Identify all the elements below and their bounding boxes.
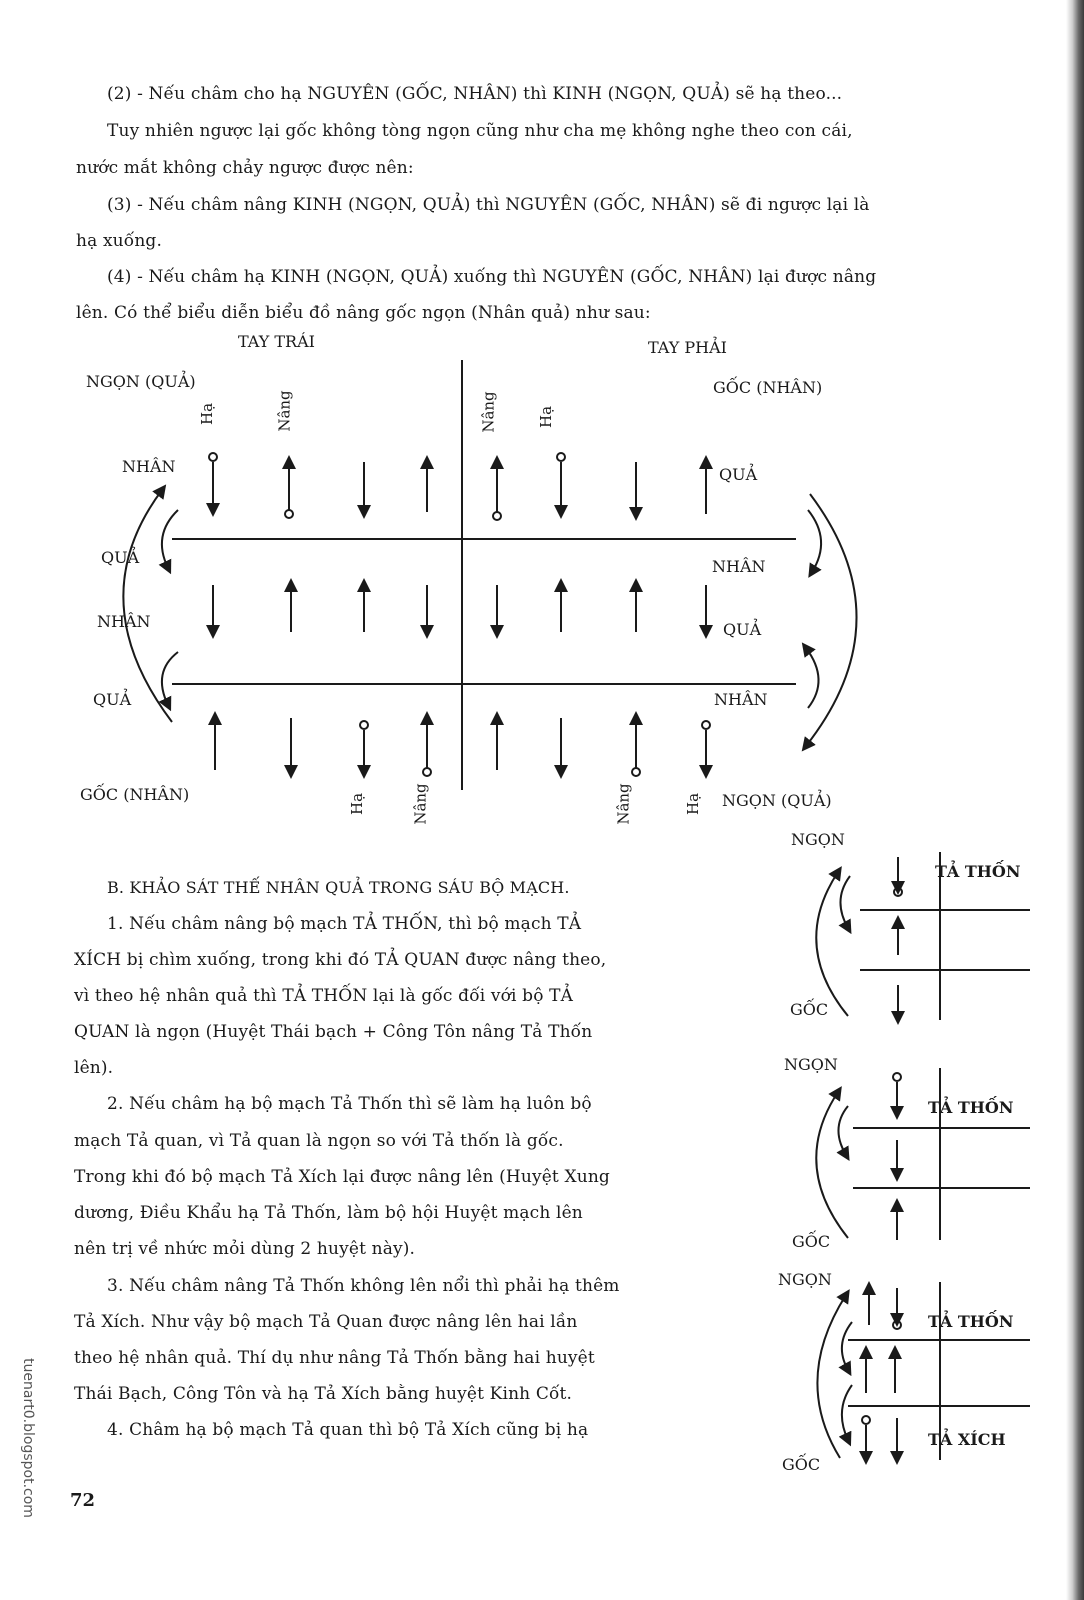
small2-goc: GỐC (792, 1232, 831, 1251)
small3-circle-bot (862, 1416, 870, 1424)
section-line-15: 4. Châm hạ bộ mạch Tả quan thì bộ Tả Xích cũng bị hạ (107, 1420, 589, 1440)
page-number: 72 (70, 1490, 96, 1511)
small1-goc: GỐC (790, 1000, 829, 1019)
curve-right-lower (806, 648, 819, 708)
small3-circle-top (893, 1321, 901, 1329)
circle-top-1 (209, 453, 217, 461)
small3-curve-inner-2 (842, 1385, 852, 1440)
curve-right-outer (806, 494, 857, 746)
small1-curve-outer (816, 872, 848, 1016)
small3-goc: GỐC (782, 1455, 821, 1474)
small1-ngon: NGỌN (791, 830, 845, 849)
right-qua-1: QUẢ (719, 465, 758, 484)
small2-curve-inner (838, 1106, 848, 1155)
section-line-5: lên). (74, 1058, 114, 1078)
small3-curve-inner-1 (842, 1322, 852, 1370)
circle-bot-3 (360, 721, 368, 729)
section-line-3: vì theo hệ nhân quả thì TẢ THỐN lại là gốc đối với bộ TẢ (74, 986, 574, 1006)
right-nhan-1: NHÂN (712, 557, 766, 576)
paragraph-3-line1: (3) - Nếu châm nâng KINH (NGỌN, QUẢ) thì NGUYÊN (GỐC, NHÂN) sẽ đi ngược lại là (107, 195, 870, 215)
left-nhan-1: NHÂN (122, 457, 176, 476)
small2-ngon: NGỌN (784, 1055, 838, 1074)
left-qua-2: QUẢ (93, 690, 132, 709)
section-line-6: 2. Nếu châm hạ bộ mạch Tả Thốn thì sẽ làm hạ luôn bộ (107, 1094, 592, 1114)
circle-bot-7 (632, 768, 640, 776)
ngon-qua-right-label: NGỌN (QUẢ) (722, 791, 832, 810)
curve-right-upper (808, 510, 821, 572)
section-line-14: Thái Bạch, Công Tôn và hạ Tả Xích bằng huyệt Kinh Cốt. (74, 1384, 573, 1404)
section-heading: B. KHẢO SÁT THẾ NHÂN QUẢ TRONG SÁU BỘ MẠCH. (107, 878, 570, 897)
nang-label-bottom-1: Nâng (411, 783, 430, 825)
right-qua-2: QUẢ (723, 620, 762, 639)
small3-ngon: NGỌN (778, 1270, 832, 1289)
small1-circle (894, 888, 902, 896)
nang-label-top-1: Nâng (275, 390, 294, 432)
section-line-1: 1. Nếu châm nâng bộ mạch TẢ THỐN, thì bộ mạch TẢ (107, 914, 582, 934)
section-line-9: dương, Điều Khẩu hạ Tả Thốn, làm bộ hội Huyệt mạch lên (74, 1203, 583, 1223)
left-qua-1: QUẢ (101, 548, 140, 567)
small3-label-bottom: TẢ XÍCH (928, 1430, 1006, 1449)
small2-label: TẢ THỐN (928, 1098, 1014, 1117)
ha-label-bottom-1: Hạ (348, 792, 367, 816)
ha-label-top-1: Hạ (198, 402, 217, 426)
section-line-13: theo hệ nhân quả. Thí dụ như nâng Tả Thốn bằng hai huyệt (74, 1348, 595, 1368)
section-line-4: QUAN là ngọn (Huyệt Thái bạch + Công Tôn nâng Tả Thốn (74, 1022, 593, 1042)
circle-top-5 (493, 512, 501, 520)
paragraph-tuy-nhien-1: Tuy nhiên ngược lại gốc không tòng ngọn cũng như cha mẹ không nghe theo con cái, (107, 121, 853, 141)
small3-label-top: TẢ THỐN (928, 1312, 1014, 1331)
paragraph-2: (2) - Nếu châm cho hạ NGUYÊN (GỐC, NHÂN) thì KINH (NGỌN, QUẢ) sẽ hạ theo... (107, 84, 843, 104)
ha-label-bottom-2: Hạ (684, 792, 703, 816)
ngon-qua-left-label: NGỌN (QUẢ) (86, 372, 196, 391)
circle-bot-8 (702, 721, 710, 729)
small1-label: TẢ THỐN (935, 862, 1021, 881)
tay-phai-label: TAY PHẢI (648, 338, 727, 357)
section-line-7: mạch Tả quan, vì Tả quan là ngọn so với Tả thốn là gốc. (74, 1131, 564, 1151)
paragraph-tuy-nhien-2: nước mắt không chảy ngược được nên: (76, 158, 414, 178)
tay-trai-label: TAY TRÁI (238, 332, 315, 351)
small3-curve-outer (817, 1295, 846, 1458)
watermark: tuenart0.blogspot.com (19, 1358, 36, 1518)
section-line-12: Tả Xích. Như vậy bộ mạch Tả Quan được nâng lên hai lần (74, 1312, 578, 1332)
section-line-8: Trong khi đó bộ mạch Tả Xích lại được nâng lên (Huyệt Xung (74, 1167, 610, 1187)
paragraph-4-line2: lên. Có thể biểu diễn biểu đồ nâng gốc ngọn (Nhân quả) như sau: (76, 303, 651, 323)
circle-bot-4 (423, 768, 431, 776)
circle-top-2 (285, 510, 293, 518)
nang-label-top-2: Nâng (479, 391, 498, 433)
paragraph-4-line1: (4) - Nếu châm hạ KINH (NGỌN, QUẢ) xuống thì NGUYÊN (GỐC, NHÂN) lại được nâng (107, 267, 877, 287)
small2-circle (893, 1073, 901, 1081)
curve-left-lower (162, 652, 178, 705)
paragraph-3-line2: hạ xuống. (76, 231, 163, 251)
section-line-11: 3. Nếu châm nâng Tả Thốn không lên nổi thì phải hạ thêm (107, 1276, 620, 1296)
nang-label-bottom-2: Nâng (614, 783, 633, 825)
small1-curve-inner (840, 876, 850, 928)
section-line-2: XÍCH bị chìm xuống, trong khi đó TẢ QUAN được nâng theo, (74, 950, 607, 970)
circle-top-6 (557, 453, 565, 461)
goc-nhan-left-label: GỐC (NHÂN) (80, 785, 190, 804)
curve-left-outer (123, 490, 172, 722)
right-nhan-2: NHÂN (714, 690, 768, 709)
section-line-10: nên trị về nhức mỏi dùng 2 huyệt này). (74, 1239, 416, 1259)
left-nhan-2: NHÂN (97, 612, 151, 631)
ha-label-top-2: Hạ (537, 405, 556, 429)
goc-nhan-right-label: GỐC (NHÂN) (713, 378, 823, 397)
